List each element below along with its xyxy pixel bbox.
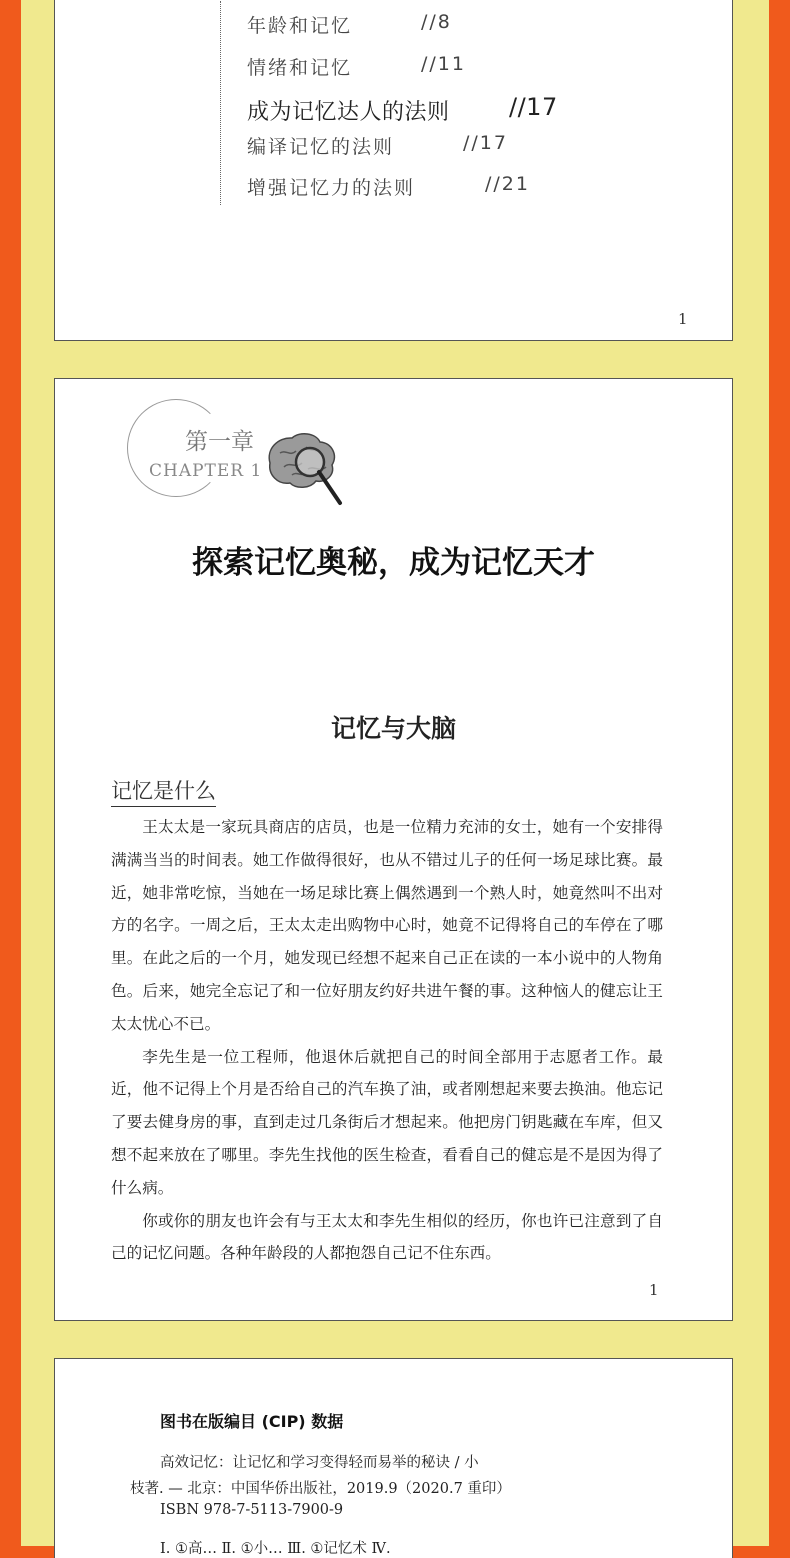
chapter-label-en: CHAPTER 1 bbox=[149, 461, 263, 481]
toc-item[interactable] bbox=[247, 11, 452, 38]
toc-item-title: 编译记忆的法则 bbox=[247, 136, 395, 158]
body-text bbox=[111, 811, 663, 1270]
brain-magnifier-icon bbox=[262, 429, 344, 507]
cip-page bbox=[54, 1358, 733, 1558]
toc-item-page: //11 bbox=[421, 53, 466, 75]
cip-line: Ⅰ. ①高… Ⅱ. ①小… Ⅲ. ①记忆术 Ⅳ. bbox=[160, 1541, 391, 1557]
toc-item-title: 情绪和记忆 bbox=[247, 57, 353, 79]
toc-item-title: 成为记忆达人的法则 bbox=[247, 100, 450, 125]
toc-item[interactable] bbox=[247, 173, 530, 200]
toc-item-page: //21 bbox=[485, 173, 530, 195]
toc-item[interactable] bbox=[247, 132, 508, 159]
toc-item-title: 年龄和记忆 bbox=[247, 15, 353, 37]
toc-page bbox=[54, 0, 733, 341]
paragraph: 王太太是一家玩具商店的店员，也是一位精力充沛的女士，她有一个安排得满满当当的时间表。她工作做得很好，也从不错过儿子的任何一场足球比赛。最近，她非常吃惊，当她在一场足球比赛上偶然遇到一个熟人时，她竟然叫不出对方的名字。一周之后，王太太走出购物中心时，她竟不记得将自己的车停在了哪里。在此之后的一个月，她发现已经想不起来自己正在读的一本小说中的人物角色。后来，她完全忘记了和一位好朋友约好共进午餐的事。这种恼人的健忘让王太太忧心不已。 bbox=[111, 818, 663, 1033]
cip-heading: 图书在版编目 (CIP) 数据 bbox=[160, 1412, 344, 1431]
subheading: 记忆是什么 bbox=[111, 775, 216, 807]
section-title: 记忆与大脑 bbox=[330, 714, 456, 743]
paragraph: 你或你的朋友也许会有与王太太和李先生相似的经历，你也许已注意到了自己的记忆问题。各种年龄段的人都抱怨自己记不住东西。 bbox=[111, 1211, 663, 1263]
toc-item-title: 增强记忆力的法则 bbox=[247, 177, 416, 199]
cip-isbn: ISBN 978-7-5113-7900-9 bbox=[160, 1502, 344, 1518]
chapter-label: 第一章 bbox=[185, 429, 254, 455]
toc-item[interactable] bbox=[247, 93, 558, 126]
toc-item-page: //8 bbox=[421, 11, 452, 33]
chapter-title: 探索记忆奥秘，成为记忆天才 bbox=[192, 545, 595, 581]
toc-item-page: //17 bbox=[509, 93, 558, 121]
toc-item-page: //17 bbox=[463, 132, 508, 154]
toc-item[interactable] bbox=[247, 53, 466, 80]
toc-dotted-rule bbox=[220, 1, 221, 205]
page-number: 1 bbox=[678, 310, 688, 328]
paragraph: 李先生是一位工程师，他退休后就把自己的时间全部用于志愿者工作。最近，他不记得上个月是否给自己的汽车换了油，或者刚想起来要去换油。他忘记了要去健身房的事，直到走过几条街后才想起来。他把房门钥匙藏在车库，但又想不起来放在了哪里。李先生找他的医生检查，看看自己的健忘是不是因为得了什么病。 bbox=[111, 1047, 663, 1197]
page-number: 1 bbox=[649, 1281, 659, 1299]
chapter-page bbox=[54, 378, 733, 1321]
cip-line: 高效记忆：让记忆和学习变得轻而易举的秘诀 / 小 bbox=[160, 1455, 479, 1471]
cip-line: 枝著. — 北京：中国华侨出版社，2019.9（2020.7 重印） bbox=[130, 1481, 511, 1497]
